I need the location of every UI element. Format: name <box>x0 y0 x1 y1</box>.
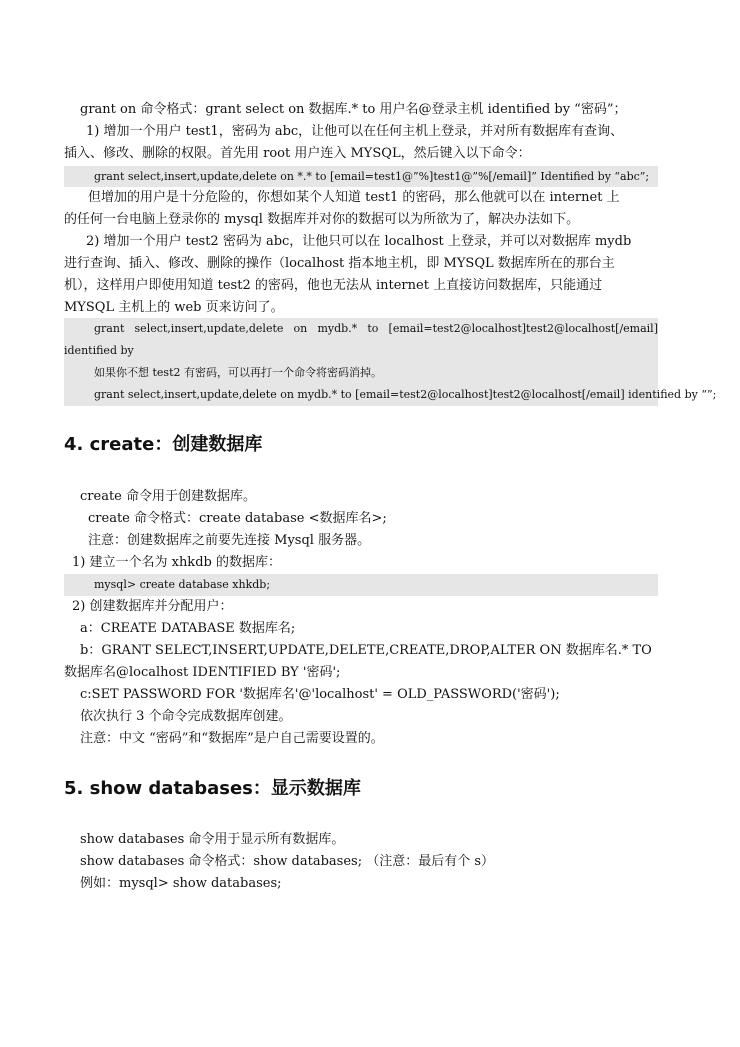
create-step-b <box>64 640 656 684</box>
grant-step1-paragraph <box>64 121 656 165</box>
grant-step2-line3: 机），这样用户即使用知道 test2 的密码，他也无法从 internet 上直接访问数据库，只能通过 <box>64 278 603 293</box>
grant-step2-line1: 2) 增加一个用户 test2 密码为 abc，让他只可以在 localhost 上登录，并可以对数据库 mydb <box>86 234 632 249</box>
grant-danger-line1: 但增加的用户是十分危险的，你想如某个人知道 test1 的密码，那么他就可以在 internet 上 <box>88 190 620 205</box>
grant-format-line: grant on 命令格式：grant select on 数据库.* to 用户名@登录主机 identified by “密码”； <box>80 102 627 117</box>
code-line: grant select,insert,update,delete on *.* to [email=test1@”%]test1@”%[/email]” Identified by “abc”; <box>94 170 650 183</box>
grant-step2-line2: 进行查询、插入、修改、删除的操作（localhost 指本地主机，即 MYSQL 数据库所在的那台主 <box>64 256 615 271</box>
grant-step1-line2: 插入、修改、删除的权限。首先用 root 用户连入 MYSQL，然后键入以下命令： <box>64 146 531 161</box>
code-line: grant select,insert,update,delete on mydb.* to [email=test2@localhost]test2@localhost[/email] identified by <box>64 322 658 357</box>
grant-danger-paragraph <box>64 187 656 231</box>
create-step-a: a：CREATE DATABASE 数据库名; <box>80 621 296 636</box>
grant-step2-line4: MYSQL 主机上的 web 页来访问了。 <box>64 300 284 315</box>
grant-step1-line1: 1) 增加一个用户 test1，密码为 abc，让他可以在任何主机上登录，并对所有数据库有查询、 <box>86 124 624 139</box>
code-line: mysql> create database xhkdb; <box>94 578 271 591</box>
code-block-grant-test1 <box>64 166 658 187</box>
create-step-b-line1: b：GRANT SELECT,INSERT,UPDATE,DELETE,CREATE,DROP,ALTER ON 数据库名.* TO <box>80 643 652 658</box>
code-line: 如果你不想 test2 有密码，可以再打一个命令将密码消掉。 <box>94 366 382 379</box>
create-step-b-line2: 数据库名@localhost IDENTIFIED BY '密码'; <box>64 665 341 680</box>
code-block-grant-no-password <box>64 362 717 406</box>
create-step-c: c:SET PASSWORD FOR '数据库名'@'localhost' = OLD_PASSWORD('密码'); <box>80 687 560 702</box>
show-intro: show databases 命令用于显示所有数据库。 <box>80 832 345 847</box>
code-line: grant select,insert,update,delete on mydb.* to [email=test2@localhost]test2@localhost[/email] identified by “”; <box>94 388 717 401</box>
create-note: 注意：创建数据库之前要先连接 Mysql 服务器。 <box>88 533 371 548</box>
create-remark: 注意：中文 “密码”和“数据库”是户自己需要设置的。 <box>80 731 384 746</box>
show-format: show databases 命令格式：show databases; （注意：最后有个 s） <box>80 854 495 869</box>
code-block-grant-test2 <box>64 318 658 362</box>
create-intro: create 命令用于创建数据库。 <box>80 489 256 504</box>
code-block-create-database <box>64 574 658 596</box>
grant-step2-paragraph <box>64 231 656 319</box>
section-heading-create: 4. create：创建数据库 <box>64 434 263 455</box>
grant-danger-line2: 的任何一台电脑上登录你的 mysql 数据库并对你的数据可以为所欲为了，解决办法如下。 <box>64 212 580 227</box>
create-step2: 2) 创建数据库并分配用户： <box>72 599 233 614</box>
create-execute: 依次执行 3 个命令完成数据库创建。 <box>80 709 292 724</box>
create-step1: 1) 建立一个名为 xhkdb 的数据库： <box>72 555 281 570</box>
show-example: 例如：mysql> show databases; <box>80 876 282 891</box>
create-format: create 命令格式：create database <数据库名>; <box>88 511 387 526</box>
section-heading-show: 5. show databases：显示数据库 <box>64 778 361 799</box>
